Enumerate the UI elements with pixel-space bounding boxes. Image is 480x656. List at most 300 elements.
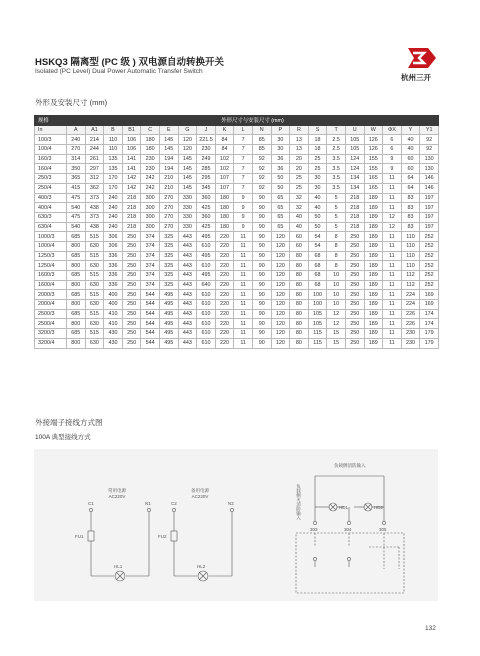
column-header: B	[104, 125, 123, 135]
spec-cell: 250/3	[35, 174, 67, 184]
dimension-cell: 105	[345, 145, 364, 155]
dimension-cell: 345	[197, 183, 216, 193]
dimension-cell: 218	[345, 212, 364, 222]
dimension-cell: 5	[327, 193, 346, 203]
dimension-cell: 189	[364, 261, 383, 271]
table-body	[35, 135, 439, 348]
dimension-cell: 165	[364, 174, 383, 184]
dimension-cell: 300	[141, 222, 160, 232]
spec-cell: 1600/3	[35, 271, 67, 281]
column-header: J	[197, 125, 216, 135]
dimension-cell: 110	[401, 251, 420, 261]
dimension-cell: 250	[345, 251, 364, 261]
dimension-cell: 92	[252, 183, 271, 193]
dimension-cell: 145	[159, 135, 178, 145]
dimension-cell: 230	[141, 154, 160, 164]
dimension-cell: 443	[178, 251, 197, 261]
dimension-cell: 250	[345, 261, 364, 271]
dimension-cell: 12	[383, 222, 402, 232]
dimension-cell: 252	[420, 241, 439, 251]
dimension-cell: 124	[345, 154, 364, 164]
dimension-cell: 11	[234, 261, 253, 271]
dimension-cell: 218	[122, 203, 141, 213]
dimension-cell: 250	[122, 309, 141, 319]
dimension-cell: 362	[85, 183, 104, 193]
dimension-cell: 189	[364, 309, 383, 319]
dimension-cell: 8	[327, 241, 346, 251]
wiring-section-title: 外接端子接线方式图	[35, 418, 103, 427]
spec-cell: 1000/3	[35, 232, 67, 242]
column-header: S	[308, 125, 327, 135]
dimension-cell: 106	[122, 145, 141, 155]
dimension-cell: 110	[401, 232, 420, 242]
dimension-cell: 30	[271, 145, 290, 155]
column-header: R	[290, 125, 309, 135]
dimension-cell: 261	[85, 154, 104, 164]
dimension-cell: 443	[178, 309, 197, 319]
dimension-cell: 630	[85, 300, 104, 310]
dimension-cell: 120	[271, 300, 290, 310]
dimension-cell: 106	[122, 135, 141, 145]
dimension-cell: 250	[345, 319, 364, 329]
dimension-cell: 5	[327, 222, 346, 232]
column-header: K	[215, 125, 234, 135]
dimension-cell: 170	[104, 183, 123, 193]
dimension-cell: 80	[290, 319, 309, 329]
column-header: P	[271, 125, 290, 135]
dimension-cell: 68	[308, 280, 327, 290]
dimension-cell: 92	[252, 174, 271, 184]
table-row	[35, 251, 439, 261]
dimension-cell: 64	[401, 183, 420, 193]
dimension-cell: 250	[122, 319, 141, 329]
dimension-cell: 102	[215, 164, 234, 174]
dimension-cell: 11	[234, 241, 253, 251]
dimension-cell: 90	[252, 338, 271, 348]
dimension-cell: 400	[104, 300, 123, 310]
dimension-cell: 250	[345, 241, 364, 251]
dimension-cell: 120	[271, 280, 290, 290]
dimension-cell: 20	[290, 154, 309, 164]
spec-cell: 400/4	[35, 203, 67, 213]
dimension-cell: 220	[215, 309, 234, 319]
spec-cell: 100/4	[35, 145, 67, 155]
dimension-cell: 189	[364, 241, 383, 251]
dimension-cell: 297	[85, 164, 104, 174]
dimension-cell: 252	[420, 280, 439, 290]
dimension-cell: 306	[104, 241, 123, 251]
dimension-cell: 218	[122, 193, 141, 203]
dimension-cell: 495	[159, 290, 178, 300]
table-row	[35, 222, 439, 232]
dimension-cell: 220	[215, 261, 234, 271]
dimension-cell: 7	[234, 174, 253, 184]
dimension-cell: 120	[271, 241, 290, 251]
dimension-cell: 610	[197, 338, 216, 348]
dimension-cell: 610	[197, 309, 216, 319]
dimension-cell: 11	[234, 271, 253, 281]
dimension-cell: 610	[197, 319, 216, 329]
dimension-cell: 13	[290, 135, 309, 145]
dimension-cell: 270	[159, 203, 178, 213]
dimension-cell: 220	[215, 319, 234, 329]
dimension-cell: 325	[159, 232, 178, 242]
dimension-cell: 443	[178, 261, 197, 271]
dimension-cell: 145	[178, 154, 197, 164]
dimension-cell: 7	[234, 164, 253, 174]
dimension-cell: 242	[141, 183, 160, 193]
fuse-fu1-label: FU1	[75, 534, 84, 539]
dimension-cell: 3.5	[327, 174, 346, 184]
spec-cell: 400/3	[35, 193, 67, 203]
dimension-cell: 11	[383, 183, 402, 193]
dimension-cell: 90	[252, 232, 271, 242]
dimension-cell: 145	[178, 183, 197, 193]
terminal-c1: C1	[88, 501, 94, 506]
dims-section-title: 外形及安装尺寸 (mm)	[35, 98, 108, 107]
normal-power-label: 常用电源	[108, 488, 126, 493]
dimension-cell: 11	[234, 280, 253, 290]
dimension-cell: 155	[364, 164, 383, 174]
dimension-cell: 197	[420, 193, 439, 203]
dimension-cell: 685	[67, 271, 86, 281]
dimension-cell: 180	[141, 145, 160, 155]
dimension-cell: 11	[383, 329, 402, 339]
dimension-cell: 92	[420, 135, 439, 145]
table-row	[35, 135, 439, 145]
dimension-cell: 350	[67, 164, 86, 174]
terminal-304: 304	[344, 527, 352, 532]
dimension-cell: 189	[364, 300, 383, 310]
dimension-cell: 230	[401, 329, 420, 339]
dimension-cell: 240	[104, 222, 123, 232]
dimension-cell: 11	[234, 232, 253, 242]
dimension-cell: 80	[290, 338, 309, 348]
table-row	[35, 154, 439, 164]
dimension-cell: 90	[252, 261, 271, 271]
table-row	[35, 261, 439, 271]
indicator-hd1-label: HD1	[339, 505, 349, 510]
column-header: C	[141, 125, 160, 135]
dimension-cell: 179	[420, 329, 439, 339]
dimension-cell: 80	[290, 290, 309, 300]
dimension-cell: 134	[345, 174, 364, 184]
dimension-cell: 230	[141, 164, 160, 174]
page-number: 132	[425, 625, 436, 632]
table-row	[35, 183, 439, 193]
dimension-cell: 443	[178, 319, 197, 329]
dimension-cell: 110	[401, 241, 420, 251]
dimension-cell: 13	[290, 145, 309, 155]
dimension-cell: 90	[252, 300, 271, 310]
dimension-cell: 11	[234, 290, 253, 300]
dimension-cell: 495	[159, 338, 178, 348]
column-header: A1	[85, 125, 104, 135]
dimension-cell: 80	[290, 271, 309, 281]
table-row	[35, 145, 439, 155]
dimension-cell: 5	[327, 212, 346, 222]
terminal-n1: N1	[145, 501, 151, 506]
dimension-cell: 11	[383, 193, 402, 203]
dimension-cell: 544	[141, 338, 160, 348]
dimension-cell: 515	[85, 232, 104, 242]
dimension-cell: 800	[67, 241, 86, 251]
dimension-cell: 250	[345, 338, 364, 348]
dimension-cell: 325	[159, 280, 178, 290]
dimension-cell: 155	[364, 154, 383, 164]
dimension-cell: 220	[215, 329, 234, 339]
dimension-cell: 410	[104, 319, 123, 329]
dimension-cell: 540	[67, 222, 86, 232]
dimension-cell: 194	[159, 164, 178, 174]
dimension-cell: 189	[364, 271, 383, 281]
dimension-cell: 325	[159, 241, 178, 251]
dimension-cell: 30	[271, 135, 290, 145]
dimension-cell: 85	[252, 135, 271, 145]
wiring-diagram	[34, 449, 438, 601]
dimension-cell: 630	[85, 319, 104, 329]
dimension-cell: 60	[290, 241, 309, 251]
dimension-cell: 90	[252, 222, 271, 232]
dimension-cell: 11	[383, 338, 402, 348]
dimension-cell: 11	[383, 309, 402, 319]
column-header: G	[178, 125, 197, 135]
dimension-cell: 105	[345, 135, 364, 145]
dimension-cell: 9	[234, 203, 253, 213]
dimension-cell: 110	[104, 135, 123, 145]
dimension-cell: 90	[252, 290, 271, 300]
dimension-cell: 11	[383, 232, 402, 242]
dimension-cell: 2.5	[327, 145, 346, 155]
dimension-cell: 100	[308, 300, 327, 310]
dimension-cell: 189	[364, 319, 383, 329]
dimension-cell: 80	[290, 300, 309, 310]
dimension-cell: 189	[364, 232, 383, 242]
dimension-cell: 180	[215, 222, 234, 232]
dimension-cell: 250	[122, 251, 141, 261]
dimension-cell: 189	[364, 251, 383, 261]
dimension-cell: 83	[401, 203, 420, 213]
dimension-cell: 800	[67, 261, 86, 271]
spec-cell: 3200/3	[35, 329, 67, 339]
dimension-cell: 12	[327, 309, 346, 319]
dimension-cell: 124	[345, 164, 364, 174]
dimension-cell: 145	[159, 145, 178, 155]
table-row	[35, 329, 439, 339]
dimension-cell: 110	[104, 145, 123, 155]
column-header: L	[234, 125, 253, 135]
dimension-cell: 210	[159, 183, 178, 193]
column-header: E	[159, 125, 178, 135]
terminal-c2: C2	[171, 501, 177, 506]
dimension-cell: 230	[401, 338, 420, 348]
dimension-cell: 30	[308, 183, 327, 193]
dimension-cell: 515	[85, 329, 104, 339]
dimension-cell: 141	[122, 164, 141, 174]
dimension-cell: 430	[104, 338, 123, 348]
dimension-cell: 685	[67, 251, 86, 261]
dimension-cell: 120	[271, 271, 290, 281]
table-row	[35, 338, 439, 348]
dimension-cell: 300	[141, 193, 160, 203]
dimension-cell: 120	[271, 319, 290, 329]
dimension-cell: 80	[290, 280, 309, 290]
dimension-cell: 220	[215, 300, 234, 310]
dimension-cell: 25	[308, 164, 327, 174]
dimension-cell: 325	[159, 271, 178, 281]
dimension-cell: 220	[215, 241, 234, 251]
dimension-cell: 325	[159, 251, 178, 261]
dimension-cell: 60	[290, 232, 309, 242]
dimension-cell: 240	[104, 193, 123, 203]
dimension-cell: 495	[197, 271, 216, 281]
dimension-cell: 189	[364, 193, 383, 203]
dimension-cell: 120	[271, 251, 290, 261]
dimension-cell: 170	[104, 174, 123, 184]
dimension-cell: 90	[252, 193, 271, 203]
wiring-section-subtitle: 100A 典型接线方式	[35, 434, 91, 441]
dimension-cell: 120	[178, 145, 197, 155]
dimension-cell: 180	[215, 203, 234, 213]
dimension-cell: 50	[271, 183, 290, 193]
dimension-cell: 800	[67, 300, 86, 310]
dimension-cell: 20	[290, 164, 309, 174]
dimension-cell: 630	[85, 338, 104, 348]
dimension-cell: 443	[178, 280, 197, 290]
dimension-cell: 410	[104, 309, 123, 319]
dimension-cell: 25	[308, 154, 327, 164]
dimension-cell: 65	[271, 212, 290, 222]
dimension-cell: 84	[215, 135, 234, 145]
dimension-cell: 30	[308, 174, 327, 184]
dimension-cell: 250	[345, 309, 364, 319]
dimension-cell: 495	[197, 251, 216, 261]
dimension-cell: 544	[141, 300, 160, 310]
dimension-cell: 325	[159, 261, 178, 271]
dimension-cell: 610	[197, 300, 216, 310]
dimension-cell: 105	[308, 309, 327, 319]
dimension-cell: 360	[197, 212, 216, 222]
dimensions-table	[34, 115, 439, 349]
dimension-cell: 135	[104, 154, 123, 164]
dimension-cell: 800	[67, 338, 86, 348]
terminal-n2: N2	[228, 501, 234, 506]
spec-cell: 100/3	[35, 135, 67, 145]
dimension-cell: 312	[85, 174, 104, 184]
dimension-cell: 443	[178, 300, 197, 310]
dimension-cell: 250	[122, 290, 141, 300]
dimension-cell: 630	[85, 261, 104, 271]
dimension-cell: 610	[197, 241, 216, 251]
spec-corner-label: 规格	[35, 116, 67, 126]
dimension-cell: 800	[67, 319, 86, 329]
dimension-cell: 11	[383, 241, 402, 251]
dimension-cell: 90	[252, 241, 271, 251]
table-row	[35, 232, 439, 242]
dimension-cell: 685	[67, 232, 86, 242]
dimension-cell: 250	[345, 280, 364, 290]
dimension-cell: 250	[122, 241, 141, 251]
dimension-cell: 7	[234, 154, 253, 164]
dimension-cell: 5	[327, 203, 346, 213]
dimension-cell: 11	[234, 329, 253, 339]
spec-cell: 1600/4	[35, 280, 67, 290]
dimension-cell: 240	[67, 135, 86, 145]
spec-cell: 160/3	[35, 154, 67, 164]
dimension-cell: 360	[197, 193, 216, 203]
dimension-cell: 9	[383, 164, 402, 174]
spec-cell: 3200/4	[35, 338, 67, 348]
dimension-cell: 544	[141, 309, 160, 319]
group-header: 外形尺寸与安装尺寸 (mm)	[67, 116, 439, 126]
dimension-cell: 112	[401, 280, 420, 290]
dimension-cell: 475	[67, 212, 86, 222]
dimension-cell: 330	[178, 203, 197, 213]
dimension-cell: 180	[215, 212, 234, 222]
dimension-cell: 250	[345, 300, 364, 310]
dimension-cell: 330	[178, 212, 197, 222]
dimension-cell: 115	[308, 329, 327, 339]
dimension-cell: 400	[104, 290, 123, 300]
dimension-cell: 194	[159, 154, 178, 164]
dimension-cell: 130	[420, 154, 439, 164]
fuse-fu2-label: FU2	[158, 534, 167, 539]
table-row	[35, 290, 439, 300]
dimension-cell: 306	[104, 232, 123, 242]
dimension-cell: 10	[327, 271, 346, 281]
dimension-cell: 197	[420, 212, 439, 222]
dimension-cell: 40	[290, 222, 309, 232]
dimension-cell: 112	[401, 271, 420, 281]
dimension-cell: 80	[290, 309, 309, 319]
dimension-cell: 270	[159, 212, 178, 222]
dimension-cell: 800	[67, 280, 86, 290]
dimension-cell: 84	[215, 145, 234, 155]
dimension-cell: 120	[271, 232, 290, 242]
dimension-cell: 425	[197, 203, 216, 213]
dimension-cell: 11	[234, 319, 253, 329]
wiring-diagram-drawing	[34, 449, 438, 601]
dimension-cell: 270	[159, 222, 178, 232]
dimension-cell: 244	[85, 145, 104, 155]
dimension-cell: 221.5	[197, 135, 216, 145]
dimension-cell: 226	[401, 309, 420, 319]
dimension-cell: 9	[234, 193, 253, 203]
dimension-cell: 7	[234, 183, 253, 193]
dimension-cell: 443	[178, 290, 197, 300]
dimension-cell: 610	[197, 290, 216, 300]
dimension-cell: 443	[178, 338, 197, 348]
dimension-cell: 11	[383, 271, 402, 281]
table-header-group	[35, 116, 439, 126]
spec-cell: 630/3	[35, 212, 67, 222]
dimension-cell: 90	[252, 271, 271, 281]
dimension-cell: 197	[420, 222, 439, 232]
dimension-cell: 32	[290, 203, 309, 213]
spec-cell: 2500/3	[35, 309, 67, 319]
dimension-cell: 92	[252, 154, 271, 164]
dimension-cell: 3.5	[327, 164, 346, 174]
brand-name: 杭州三开	[401, 73, 431, 82]
dimension-cell: 250	[122, 232, 141, 242]
dimension-cell: 252	[420, 251, 439, 261]
dimension-cell: 120	[271, 329, 290, 339]
dimension-cell: 8	[327, 261, 346, 271]
dimension-cell: 630	[85, 241, 104, 251]
dimension-cell: 189	[364, 280, 383, 290]
dimension-cell: 10	[327, 290, 346, 300]
dimension-cell: 15	[327, 338, 346, 348]
